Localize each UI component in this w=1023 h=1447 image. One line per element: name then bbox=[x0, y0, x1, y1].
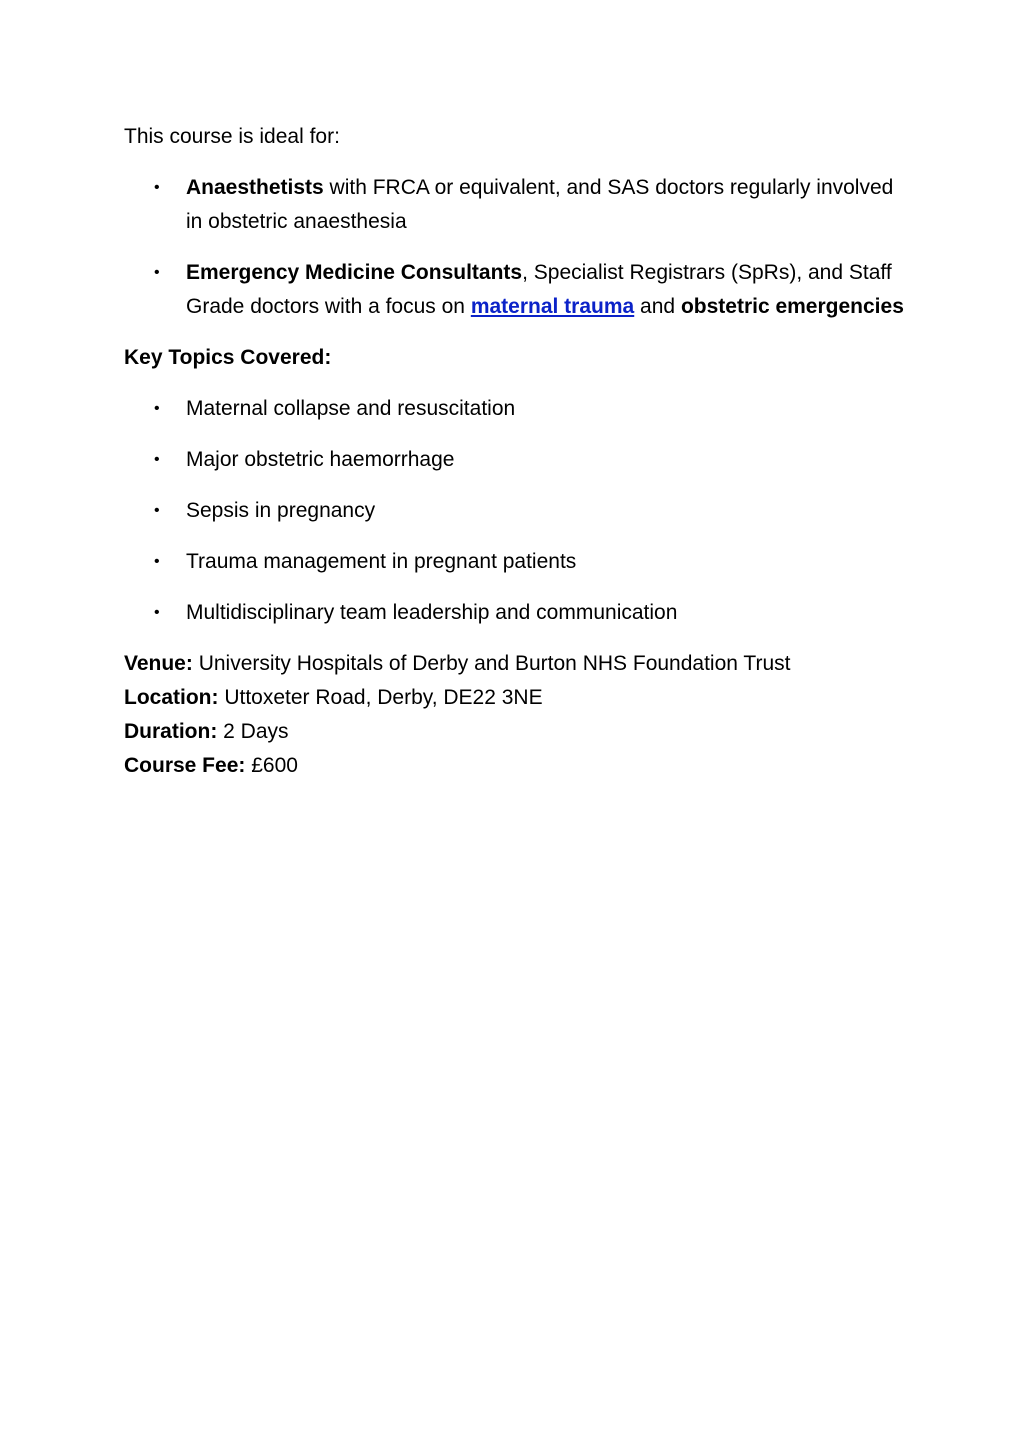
topics-heading: Key Topics Covered: bbox=[124, 346, 332, 369]
duration-line bbox=[124, 715, 904, 749]
duration-value: 2 Days bbox=[217, 720, 289, 743]
list-item bbox=[124, 596, 904, 630]
fee-line bbox=[124, 749, 904, 783]
intro-text: This course is ideal for: bbox=[124, 125, 340, 148]
audience-text: and bbox=[634, 295, 681, 318]
audience-text: , Specialist Registrars (SpRs), and Staff Grade doctors with a focus on bbox=[186, 261, 892, 318]
bullet-icon: • bbox=[154, 604, 160, 621]
audience-item-emergency bbox=[124, 256, 904, 324]
list-item bbox=[124, 392, 904, 426]
location-line bbox=[124, 681, 904, 715]
audience-bold: Emergency Medicine Consultants bbox=[186, 261, 523, 284]
fee-label: Course Fee: bbox=[124, 754, 246, 777]
list-item bbox=[124, 545, 904, 579]
topic-text: Multidisciplinary team leadership and communication bbox=[186, 601, 678, 624]
list-item bbox=[124, 443, 904, 477]
audience-bold-end: obstetric emergencies bbox=[680, 295, 904, 318]
audience-item-anaesthetists bbox=[124, 171, 904, 239]
fee-value: £600 bbox=[245, 754, 298, 777]
document-page bbox=[124, 120, 904, 783]
list-item bbox=[124, 494, 904, 528]
bullet-icon: • bbox=[154, 502, 160, 519]
audience-bold: Anaesthetists bbox=[186, 176, 324, 199]
audience-text: with FRCA or equivalent, and SAS doctors regularly involved in obstetric anaesthesia bbox=[186, 176, 894, 233]
venue-line bbox=[124, 647, 904, 681]
bullet-icon: • bbox=[154, 400, 160, 417]
topic-text: Major obstetric haemorrhage bbox=[186, 448, 455, 471]
topics-list bbox=[124, 392, 904, 630]
maternal-trauma-link[interactable]: maternal trauma bbox=[470, 295, 635, 318]
topic-text: Maternal collapse and resuscitation bbox=[186, 397, 516, 420]
duration-label: Duration: bbox=[124, 720, 218, 743]
venue-label: Venue: bbox=[124, 652, 193, 675]
bullet-icon: • bbox=[154, 451, 160, 468]
bullet-icon: • bbox=[154, 553, 160, 570]
bullet-icon: • bbox=[154, 264, 160, 281]
location-value: Uttoxeter Road, Derby, DE22 3NE bbox=[218, 686, 543, 709]
audience-list bbox=[124, 171, 904, 324]
topic-text: Sepsis in pregnancy bbox=[186, 499, 376, 522]
topic-text: Trauma management in pregnant patients bbox=[186, 550, 577, 573]
location-label: Location: bbox=[124, 686, 219, 709]
venue-value: University Hospitals of Derby and Burton NHS Foundation Trust bbox=[192, 652, 791, 675]
course-details bbox=[124, 647, 904, 783]
bullet-icon: • bbox=[154, 179, 160, 196]
